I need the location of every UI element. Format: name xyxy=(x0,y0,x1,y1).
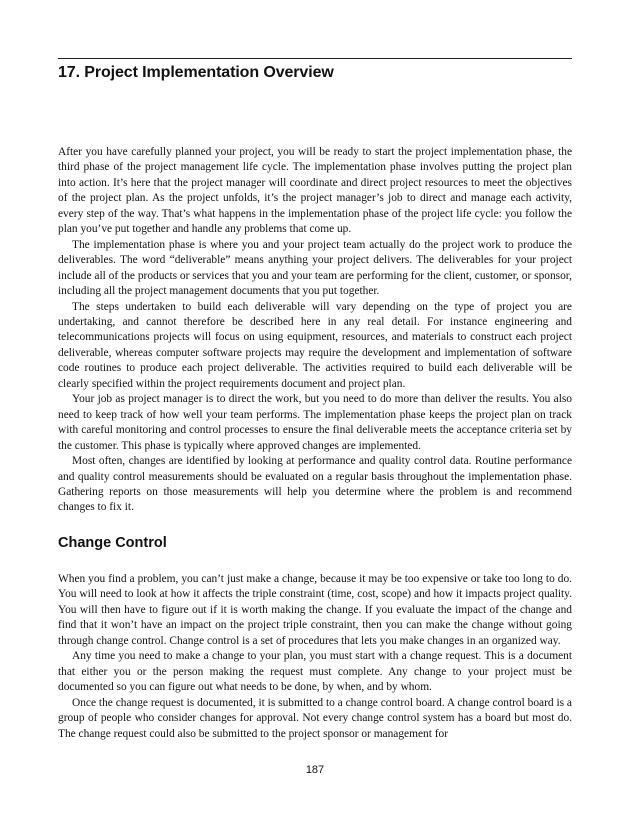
chapter-title: 17. Project Implementation Overview xyxy=(58,64,334,81)
paragraph: Your job as project manager is to direct the work, but you need to do more than deliver the results. You also need to keep track of how well your team performs. The implementation phase keeps the project plan on track with careful monitoring and control processes to ensure the final deliverable meets the acceptance criteria set by the customer. This phase is typically where approved changes are implemented. xyxy=(58,393,572,452)
paragraph: Once the change request is documented, it is submitted to a change control board. A change control board is a group of people who consider changes for approval. Not every change control system has a board but most do. The change request could also be submitted to the project sponsor or management for xyxy=(58,696,572,740)
paragraph: After you have carefully planned your project, you will be ready to start the project implementation phase, the third phase of the project management life cycle. The implementation phase involves putting the project plan into action. It’s here that the project manager will coordinate and direct project resources to meet the objectives of the project plan. As the project unfolds, it’s the project manager’s job to direct and manage each activity, every step of the way. That’s what happens in the implementation phase of the project life cycle: you follow the plan you’ve put together and handle any problems that come up. xyxy=(58,146,572,236)
section-heading-change-control: Change Control xyxy=(58,535,167,551)
paragraph: The implementation phase is where you and your project team actually do the project work to produce the deliverables. The word “deliverable” means anything your project delivers. The deliverables for your project include all of the products or services that you and your team are performing for the client, customer, or sponsor, including all the project management documents that you put together. xyxy=(58,238,572,298)
page-number: 187 xyxy=(305,764,325,776)
section2-body xyxy=(58,572,572,742)
paragraph: Any time you need to make a change to your plan, you must start with a change request. This is a document that either you or the person making the request must complete. Any change to your project must be documented so you can figure out what needs to be done, by when, and by whom. xyxy=(58,650,572,694)
paragraph: Most often, changes are identified by looking at performance and quality control data. Routine performance and quality control measurements should be evaluated on a regular basis throughout the implementation phase. Gathering reports on those measurements will help you determine where the problem is and recommend changes to fix it. xyxy=(58,455,572,514)
section1-body xyxy=(58,145,572,516)
paragraph: The steps undertaken to build each deliverable will vary depending on the type of project you are undertaking, and cannot therefore be described here in any real detail. For instance engineering and telecommunications projects will focus on using equipment, resources, and materials to construct each project deliverable, whereas computer software projects may require the development and implementation of software code routines to produce each project deliverable. The activities required to build each deliverable will be clearly specified within the project requirements document and project plan. xyxy=(58,300,572,390)
paragraph: When you find a problem, you can’t just make a change, because it may be too expensive or take too long to do. You will need to look at how it affects the triple constraint (time, cost, scope) and how it impacts project quality. You will then have to figure out if it is worth making the change. If you evaluate the impact of the change and find that it won’t have an impact on the project triple constraint, then you can make the change without going through change control. Change control is a set of procedures that lets you make changes in an organized way. xyxy=(58,573,572,647)
